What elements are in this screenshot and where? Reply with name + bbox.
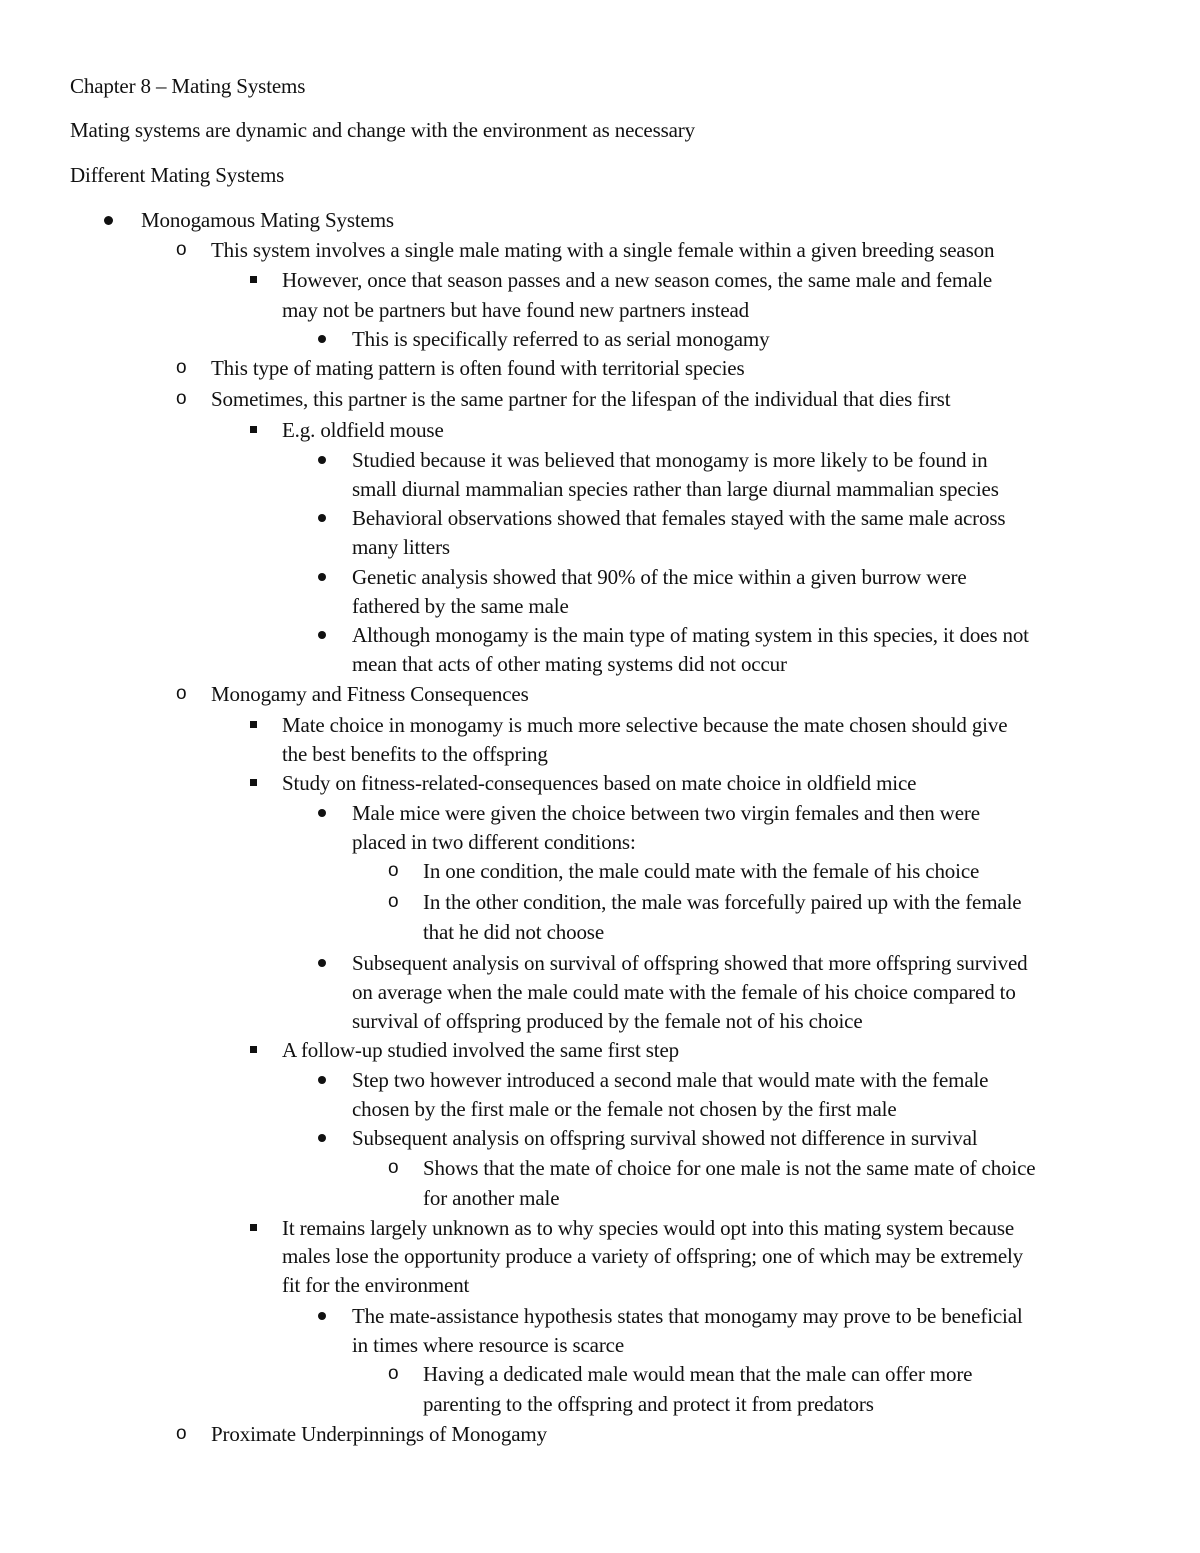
bullet-o-marker: o	[388, 1157, 399, 1178]
list-item-level4: This is specifically referred to as serial monogamy	[352, 327, 770, 351]
bullet-o-marker: o	[176, 388, 187, 409]
list-item-level3: It remains largely unknown as to why species would opt into this mating system because	[282, 1216, 1015, 1240]
list-item-level4-cont: on average when the male could mate with the female of his choice compared to	[352, 980, 1016, 1004]
intro-paragraph: Mating systems are dynamic and change with the environment as necessary	[70, 118, 695, 142]
list-item-level4: Subsequent analysis on survival of offspring showed that more offspring survived	[352, 951, 1028, 975]
bullet-o-marker: o	[388, 891, 399, 912]
list-item-level3: A follow-up studied involved the same first step	[282, 1038, 679, 1062]
list-item-level4-cont: many litters	[352, 535, 450, 559]
page-title: Chapter 8 – Mating Systems	[70, 74, 306, 98]
list-item-level5-cont: that he did not choose	[423, 920, 604, 944]
list-item-level4-cont: placed in two different conditions:	[352, 830, 636, 854]
list-item-level2: This system involves a single male mating with a single female within a given breeding season	[211, 238, 995, 262]
list-item-level4-cont: survival of offspring produced by the female not of his choice	[352, 1009, 863, 1033]
list-item-level4-cont: mean that acts of other mating systems did not occur	[352, 652, 787, 676]
bullet-o-marker: o	[176, 357, 187, 378]
list-item-level3-cont: fit for the environment	[282, 1273, 470, 1297]
list-item-level4-cont: small diurnal mammalian species rather than large diurnal mammalian species	[352, 477, 999, 501]
list-item-level2: This type of mating pattern is often found with territorial species	[211, 356, 745, 380]
list-item-level4: Male mice were given the choice between two virgin females and then were	[352, 801, 980, 825]
list-item-level3: E.g. oldfield mouse	[282, 418, 444, 442]
list-item-level3: Mate choice in monogamy is much more selective because the mate chosen should give	[282, 713, 1008, 737]
list-item-level4: The mate-assistance hypothesis states that monogamy may prove to be beneficial	[352, 1304, 1023, 1328]
list-item-level2: Proximate Underpinnings of Monogamy	[211, 1422, 547, 1446]
list-item-level4: Genetic analysis showed that 90% of the mice within a given burrow were	[352, 565, 967, 589]
list-item-level2: Monogamy and Fitness Consequences	[211, 682, 529, 706]
list-item-level4: Behavioral observations showed that females stayed with the same male across	[352, 506, 1006, 530]
list-item-level5: Having a dedicated male would mean that the male can offer more	[423, 1362, 973, 1386]
list-item-level5: In the other condition, the male was forcefully paired up with the female	[423, 890, 1022, 914]
list-item-level5-cont: parenting to the offspring and protect it from predators	[423, 1392, 874, 1416]
list-item-level4: Step two however introduced a second male that would mate with the female	[352, 1068, 989, 1092]
section-heading: Different Mating Systems	[70, 163, 285, 187]
list-item-level4-cont: in times where resource is scarce	[352, 1333, 625, 1357]
list-item-level4-cont: chosen by the first male or the female not chosen by the first male	[352, 1097, 897, 1121]
list-item-level5: In one condition, the male could mate with the female of his choice	[423, 859, 980, 883]
bullet-o-marker: o	[388, 1363, 399, 1384]
bullet-o-marker: o	[176, 683, 187, 704]
bullet-o-marker: o	[176, 239, 187, 260]
list-item-level3: Study on fitness-related-consequences based on mate choice in oldfield mice	[282, 771, 917, 795]
list-item-level3-cont: the best benefits to the offspring	[282, 742, 548, 766]
bullet-o-marker: o	[176, 1423, 187, 1444]
list-item-level5-cont: for another male	[423, 1186, 560, 1210]
list-item-level3-cont: males lose the opportunity produce a variety of offspring; one of which may be extremely	[282, 1244, 1024, 1268]
list-item-level1: Monogamous Mating Systems	[141, 208, 394, 232]
list-item-level5: Shows that the mate of choice for one male is not the same mate of choice	[423, 1156, 1036, 1180]
list-item-level4: Studied because it was believed that monogamy is more likely to be found in	[352, 448, 988, 472]
list-item-level4: Subsequent analysis on offspring survival showed not difference in survival	[352, 1126, 978, 1150]
bullet-o-marker: o	[388, 860, 399, 881]
list-item-level4: Although monogamy is the main type of mating system in this species, it does not	[352, 623, 1029, 647]
list-item-level4-cont: fathered by the same male	[352, 594, 569, 618]
list-item-level3: However, once that season passes and a new season comes, the same male and female	[282, 268, 993, 292]
list-item-level3-cont: may not be partners but have found new partners instead	[282, 298, 750, 322]
list-item-level2: Sometimes, this partner is the same partner for the lifespan of the individual that dies first	[211, 387, 951, 411]
